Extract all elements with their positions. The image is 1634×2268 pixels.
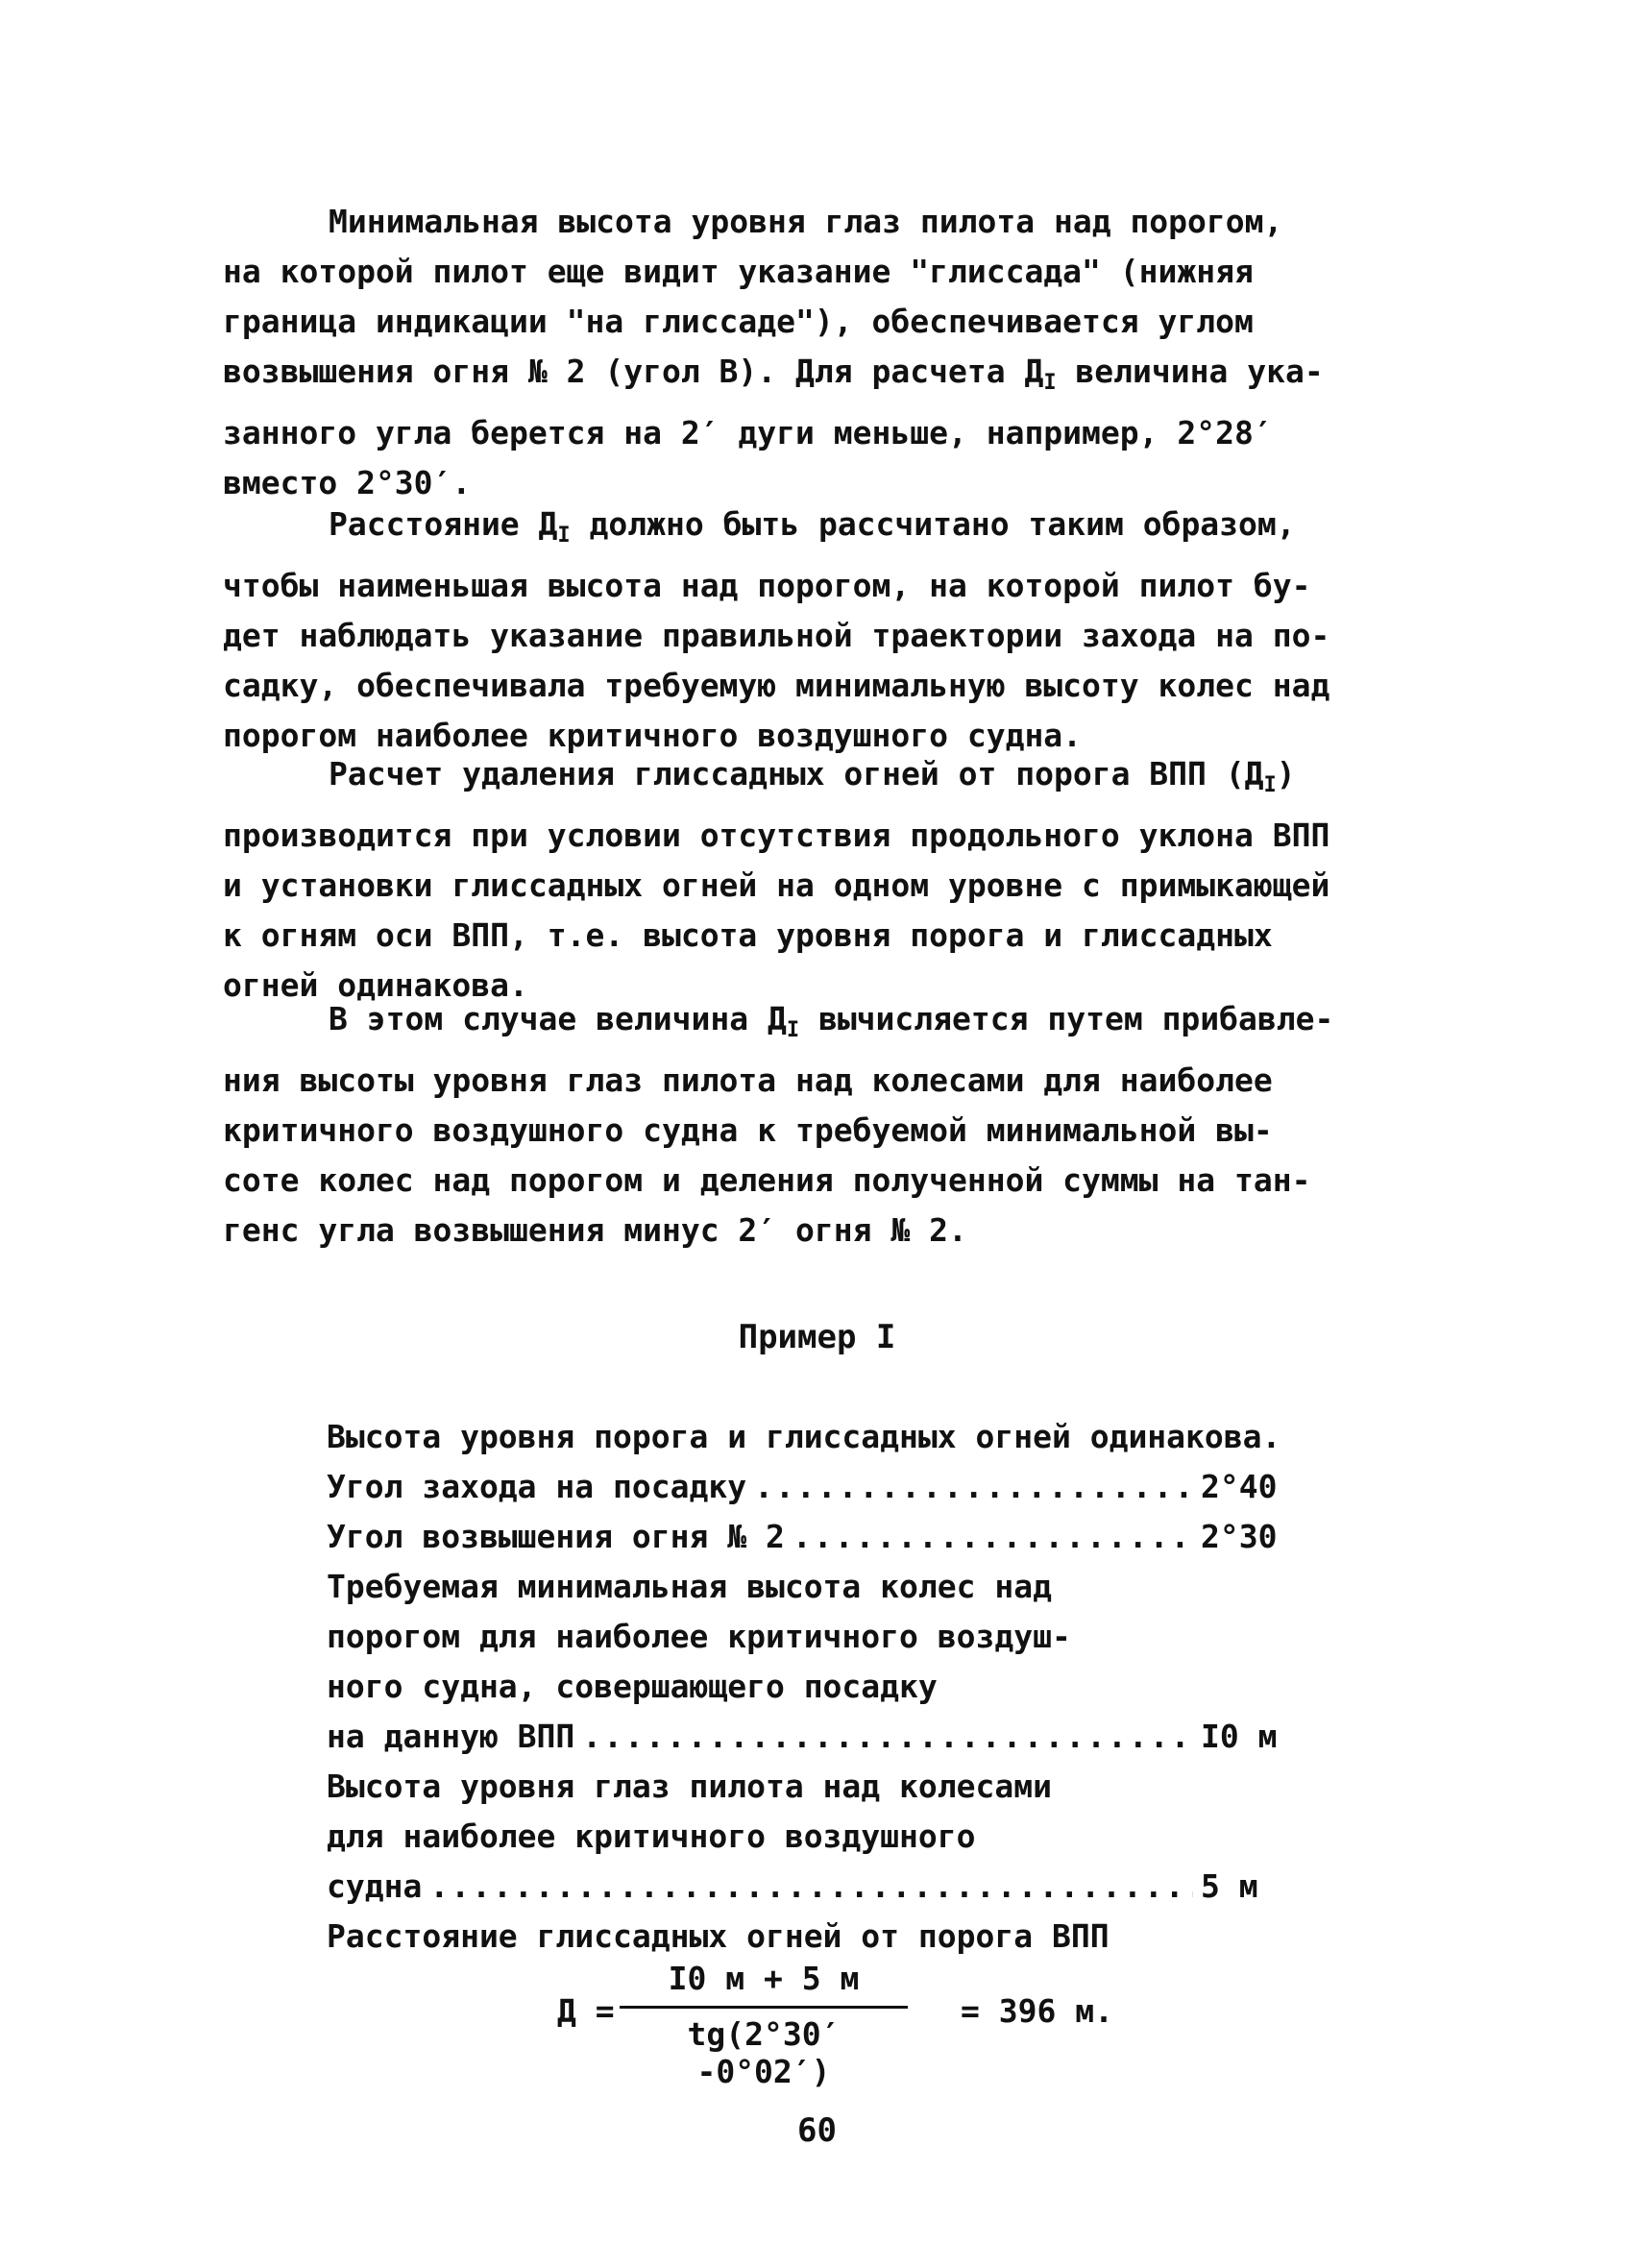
fraction-bar — [620, 2006, 908, 2009]
text-line — [327, 1912, 1306, 1962]
text-line: на которой пилот еще видит указание "глиссада" (нижняя — [223, 253, 1254, 290]
distance-label: Расстояние глиссадных огней от порога ВПП — [327, 1917, 1110, 1955]
row-label: для наиболее критичного воздушного — [327, 1817, 976, 1855]
text-fragment: В этом случае величина Д — [329, 1000, 787, 1037]
text-line: генс угла возвышения минус 2′ огня № 2. — [223, 1211, 967, 1249]
text-line: огней одинакова. — [223, 966, 528, 1004]
row-value: 2°30 — [1201, 1518, 1278, 1555]
text-fragment: ) — [1276, 755, 1296, 793]
text-fragment: возвышения огня № 2 (угол В). Для расчета Д — [223, 353, 1044, 390]
row-label: Угол возвышения огня № 2 — [327, 1518, 785, 1555]
subscript: I — [1043, 371, 1057, 395]
formula-lhs: Д = — [557, 1992, 615, 2030]
example-row — [327, 1462, 1306, 1512]
row-label: Требуемая минимальная высота колес над — [327, 1568, 1052, 1605]
text-line — [327, 1612, 1306, 1662]
row-value: I0 м — [1201, 1718, 1278, 1755]
text-line — [223, 749, 1404, 811]
dot-leader — [793, 1512, 1193, 1562]
formula-denominator: tg(2°30′ -0°02′) — [687, 2015, 841, 2090]
paragraph-4 — [223, 994, 1404, 1256]
text-line: вместо 2°30′. — [223, 464, 472, 501]
text-line — [327, 1762, 1306, 1812]
text-fragment: должно быть рассчитано таким образом, — [570, 505, 1296, 543]
text-line — [223, 347, 1404, 408]
example-row — [327, 1712, 1306, 1762]
text-line: к огням оси ВПП, т.е. высота уровня порога и глиссадных — [223, 916, 1273, 954]
text-line — [223, 994, 1404, 1056]
row-label: порогом для наиболее критичного воздуш- — [327, 1618, 1071, 1655]
subscript: I — [1263, 773, 1277, 797]
text-line — [327, 1562, 1306, 1612]
text-line: соте колес над порогом и деления полученной суммы на тан- — [223, 1161, 1311, 1199]
dot-leader — [429, 1862, 1193, 1912]
text-line: Минимальная высота уровня глаз пилота над порогом, — [329, 203, 1283, 240]
page-number: 60 — [797, 2111, 837, 2150]
example-intro-text: Высота уровня порога и глиссадных огней одинакова. — [327, 1418, 1281, 1455]
text-line: садку, обеспечивала требуемую минимальную высоту колес над — [223, 667, 1330, 704]
example-row — [327, 1862, 1306, 1912]
text-line: критичного воздушного судна к требуемой минимальной вы- — [223, 1111, 1273, 1149]
text-line: и установки глиссадных огней на одном уровне с примыкающей — [223, 866, 1330, 904]
example-block — [327, 1412, 1306, 1962]
text-line: порогом наиболее критичного воздушного судна. — [223, 717, 1083, 754]
text-line — [327, 1662, 1306, 1712]
subscript: I — [557, 524, 571, 548]
paragraph-2 — [223, 500, 1404, 761]
text-line: дет наблюдать указание правильной траектории захода на по- — [223, 617, 1330, 654]
text-fragment: вычисляется путем прибавле- — [799, 1000, 1334, 1037]
example-row — [327, 1512, 1306, 1562]
row-value: 2°40 — [1201, 1468, 1278, 1505]
text-line: чтобы наименьшая высота над порогом, на которой пилот бу- — [223, 567, 1311, 604]
text-line — [223, 500, 1404, 561]
row-value: 5 м — [1201, 1867, 1258, 1905]
text-line: производится при условии отсутствия продольного уклона ВПП — [223, 817, 1330, 854]
text-line: ния высоты уровня глаз пилота над колесами для наиболее — [223, 1061, 1273, 1099]
text-fragment: Расчет удаления глиссадных огней от порога ВПП (Д — [329, 755, 1264, 793]
row-label: Угол захода на посадку — [327, 1468, 747, 1505]
text-fragment: величина ука- — [1056, 353, 1324, 390]
distance-formula — [557, 1960, 1230, 2090]
formula-result: = 396 м. — [961, 1992, 1113, 2030]
text-fragment: Расстояние Д — [329, 505, 558, 543]
text-line — [327, 1812, 1306, 1862]
example-heading: Пример I — [738, 1318, 896, 1356]
paragraph-1 — [223, 197, 1404, 508]
dot-leader — [754, 1462, 1193, 1512]
text-line: граница индикации "на глиссаде"), обеспечивается углом — [223, 303, 1254, 340]
dot-leader — [582, 1712, 1193, 1762]
row-label: Высота уровня глаз пилота над колесами — [327, 1768, 1052, 1805]
row-label: ного судна, совершающего посадку — [327, 1668, 938, 1705]
formula-numerator: I0 м + 5 м — [668, 1960, 860, 1997]
example-intro — [327, 1412, 1306, 1462]
paragraph-3 — [223, 749, 1404, 1011]
row-label: на данную ВПП — [327, 1718, 575, 1755]
row-label: судна — [327, 1867, 423, 1905]
subscript: I — [786, 1018, 800, 1042]
text-line: занного угла берется на 2′ дуги меньше, например, 2°28′ — [223, 414, 1273, 451]
